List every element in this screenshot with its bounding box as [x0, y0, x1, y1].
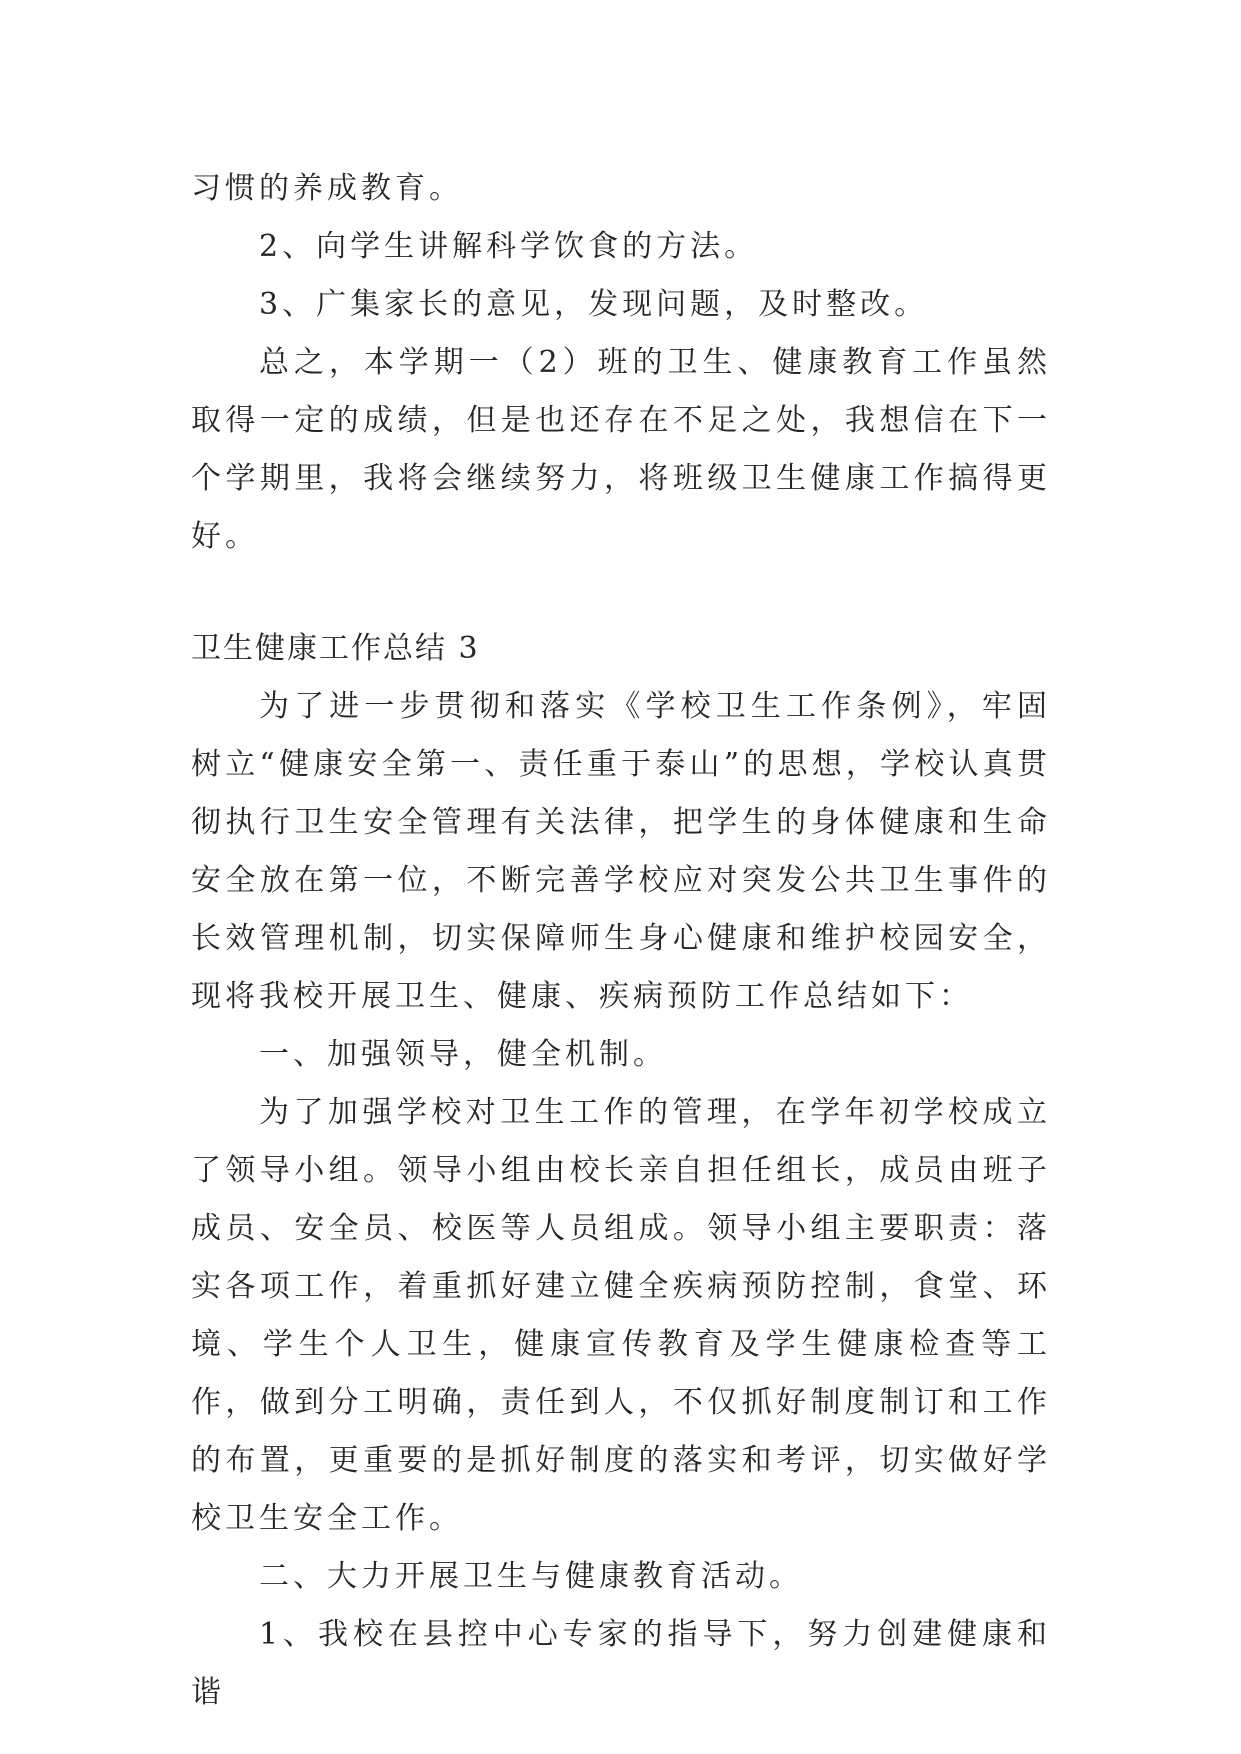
section-title: 卫生健康工作总结 3: [191, 631, 480, 666]
paragraph: 习惯的养成教育。: [191, 171, 463, 206]
heading-item: 一、加强领导，健全机制。: [259, 1037, 667, 1072]
paragraph: 为了加强学校对卫生工作的管理，在学年初学校成立了领导小组。领导小组由校长亲自担任组长，成员由班子成员、安全员、校医等人员组成。领导小组主要职责：落实各项工作，着重抓好建立健全疾病预防控制，食堂、环境、学生个人卫生，健康宣传教育及学生健康检查等工作，做到分工明确，责任到人，不仅抓好制度制订和工作的布置，更重要的是抓好制度的落实和考评，切实做好学校卫生安全工作。: [191, 1095, 1051, 1536]
document-body: [191, 160, 1051, 1722]
paragraph: 为了进一步贯彻和落实《学校卫生工作条例》，牢固树立“健康安全第一、责任重于泰山”的思想，学校认真贯彻执行卫生安全管理有关法律，把学生的身体健康和生命安全放在第一位，不断完善学校应对突发公共卫生事件的长效管理机制，切实保障师生身心健康和维护校园安全，现将我校开展卫生、健康、疾病预防工作总结如下：: [191, 689, 1051, 1014]
list-item: 3、广集家长的意见，发现问题，及时整改。: [259, 287, 929, 322]
list-item: 2、向学生讲解科学饮食的方法。: [259, 229, 759, 264]
paragraph: 总之，本学期一（2）班的卫生、健康教育工作虽然取得一定的成绩，但是也还存在不足之处，我想信在下一个学期里，我将会继续努力，将班级卫生健康工作搞得更好。: [191, 345, 1051, 554]
paragraph: 1、我校在县控中心专家的指导下，努力创建健康和谐: [191, 1617, 1051, 1710]
heading-item: 二、大力开展卫生与健康教育活动。: [259, 1559, 803, 1594]
